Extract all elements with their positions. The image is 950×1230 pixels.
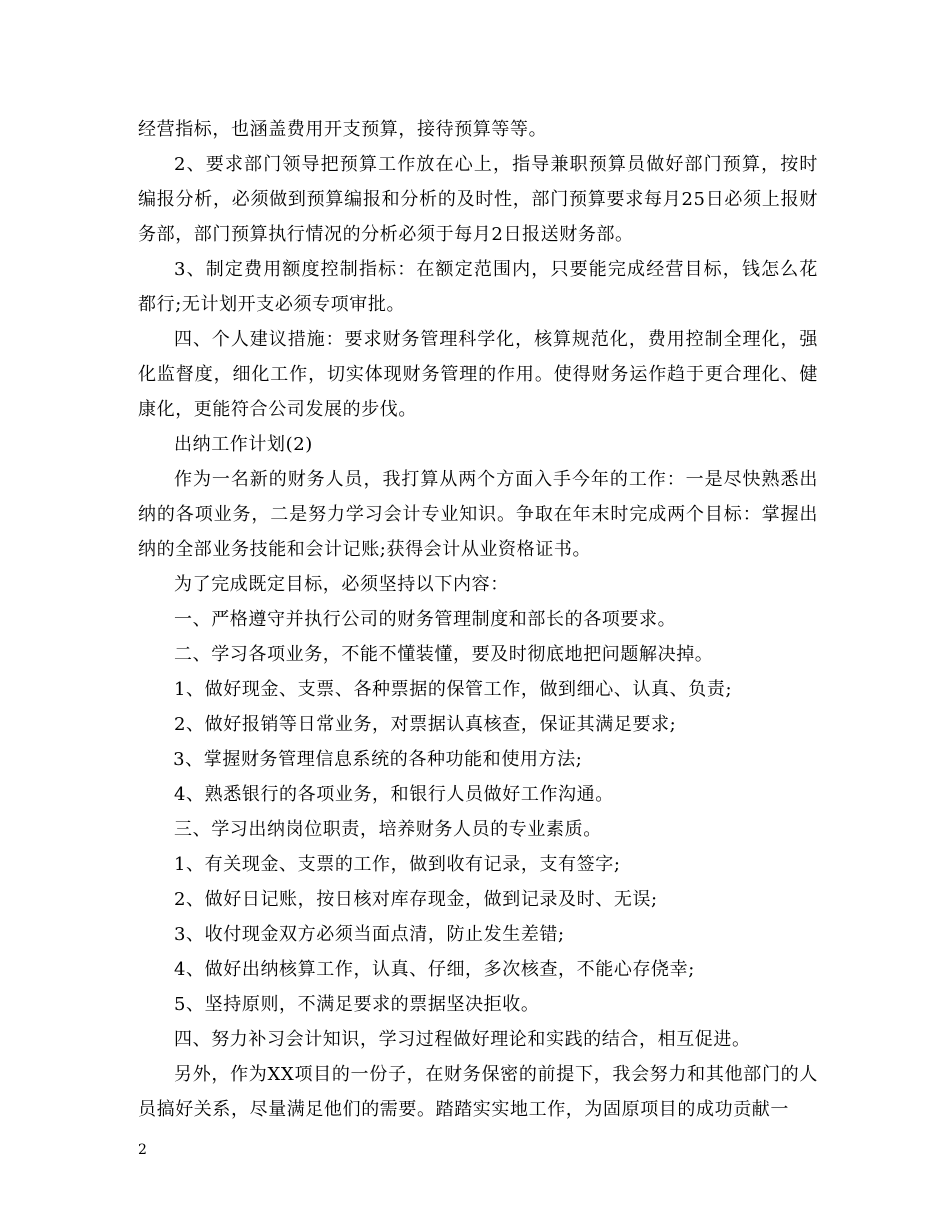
list-item: 5、坚持原则，不满足要求的票据坚决拒收。 [174,994,540,1015]
list-item: 二、学习各项业务，不能不懂装懂，要及时彻底地把问题解决掉。 [174,644,714,665]
paragraph-goal: 为了完成既定目标，必须坚持以下内容： [174,574,509,595]
page-number: 2 [138,1142,147,1158]
section-heading: 出纳工作计划(2) [174,434,313,455]
list-item: 4、熟悉银行的各项业务，和银行人员做好工作沟通。 [174,784,614,805]
paragraph-intro: 作为一名新的财务人员，我打算从两个方面入手今年的工作：一是尽快熟悉出纳的各项业务，二是努力学习会计专业知识。争取在年末时完成两个目标：掌握出纳的全部业务技能和会计记账;获得会计从业资格证书。 [138,469,818,560]
paragraph-continuation: 经营指标，也涵盖费用开支预算，接待预算等等。 [138,119,548,140]
list-item: 四、努力补习会计知识，学习过程做好理论和实践的结合，相互促进。 [174,1029,751,1050]
list-item: 3、收付现金双方必须当面点清，防止发生差错; [174,924,565,945]
list-item: 1、有关现金、支票的工作，做到收有记录，支有签字; [174,854,621,875]
paragraph-item-2: 2、要求部门领导把预算工作放在心上，指导兼职预算员做好部门预算，按时编报分析，必须做到预算编报和分析的及时性，部门预算要求每月25日必须上报财务部，部门预算执行情况的分析必须于每月2日报送财务部。 [138,154,818,245]
list-item: 1、做好现金、支票、各种票据的保管工作，做到细心、认真、负责; [174,679,733,700]
list-item: 2、做好报销等日常业务，对票据认真核查，保证其满足要求; [174,714,677,735]
list-item: 一、严格遵守并执行公司的财务管理制度和部长的各项要求。 [174,609,677,630]
document-body [138,112,818,1127]
paragraph-section-four: 四、个人建议措施：要求财务管理科学化，核算规范化，费用控制全理化，强化监督度，细化工作，切实体现财务管理的作用。使得财务运作趋于更合理化、健康化，更能符合公司发展的步伐。 [138,329,818,420]
paragraph-item-3: 3、制定费用额度控制指标：在额定范围内，只要能完成经营目标，钱怎么花都行;无计划开支必须专项审批。 [138,259,818,315]
paragraph-closing: 另外，作为XX项目的一份子，在财务保密的前提下，我会努力和其他部门的人员搞好关系，尽量满足他们的需要。踏踏实实地工作，为固原项目的成功贡献一 [138,1064,818,1120]
list-item: 4、做好出纳核算工作，认真、仔细，多次核查，不能心存侥幸; [174,959,695,980]
list-item: 3、掌握财务管理信息系统的各种功能和使用方法; [173,749,583,770]
list-item: 三、学习出纳岗位职责，培养财务人员的专业素质。 [174,819,602,840]
list-item: 2、做好日记账，按日核对库存现金，做到记录及时、无误; [174,889,658,910]
